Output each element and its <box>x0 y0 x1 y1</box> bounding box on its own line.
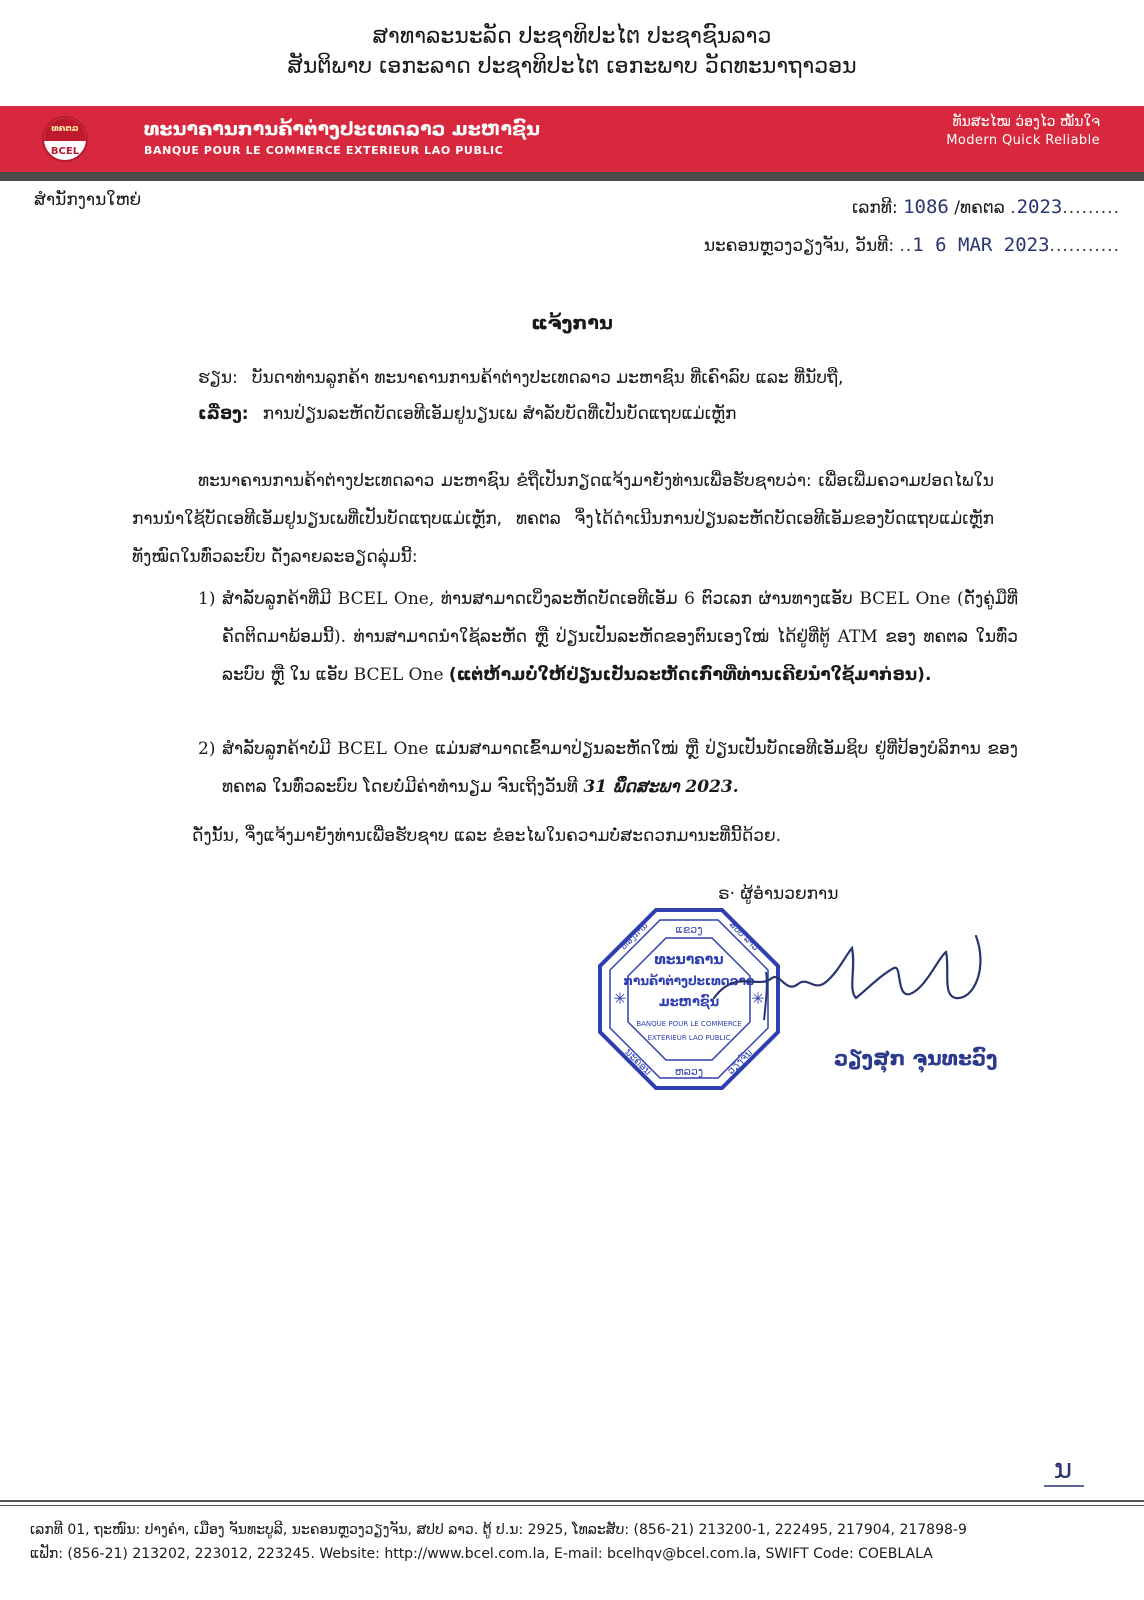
stamp-line1: ທະນາຄານ <box>654 952 724 968</box>
logo-bcel-text: BCEL <box>50 146 80 157</box>
stamp-ring-top: ແຂວງ <box>675 923 703 936</box>
national-motto-line2: ສັນຕິພາບ ເອກະລາດ ປະຊາທິປະໄຕ ເອກະພາບ ວັດທະນາຖາວອນ <box>287 54 857 79</box>
list-item-1-bold: (ແຕ່ຫ້າມບໍ່ໃຫ້ປ່ຽນເປັນລະຫັດເກົ່າທີ່ທ່ານເຄີຍນໍາໃຊ້ມາກ່ອນ). <box>448 665 932 685</box>
list-item-1-text: 1) ສໍາລັບລູກຄ້າທີ່ມີ BCEL One, ທ່ານສາມາດເບິ່ງລະຫັດບັດເອທີເອັມ 6 ຕົວເລກ ຜ່ານທາງແອັບ BCEL One (ດັ່ງຄູ່ມືທີ່ຄັດຕິດມາພ້ອມນີ້). ທ່ານສາມາດນໍາໃຊ້ລະຫັດ ຫຼື ປ່ຽນເປັນລະຫັດຂອງຕົນເອງໃໝ່ ໄດ້ຢູ່ທີ່ຕູ້ ATM ຂອງ ທຄຕລ ໃນທົ່ວລະບົບ ຫຼື ໃນ ແອັບ BCEL One <box>198 589 1018 685</box>
svg-text:✳: ✳ <box>613 989 627 1008</box>
body-paragraph-text: ທະນາຄານການຄ້າຕ່າງປະເທດລາວ ມະຫາຊົນ ຂໍຖືເປັນກຽດແຈ້ງມາຍັງທ່ານເພື່ອຮັບຊາບວ່າ: ເພື່ອເພີ່ມຄວາມປອດໄພໃນການນໍາໃຊ້ບັດເອທີເອັມຢູນຽນເພທີ່ເປັນບັດແຖບແມ່ເຫຼັກ, ທຄຕລ ຈຶ່ງໄດ້ດໍາເນີນການປ່ຽນລະຫັດບັດເອທີເອັມຂອງບັດແຖບແມ່ເຫຼັກທັງໝົດໃນທົ່ວລະບົບ ດັ່ງລາຍລະອຽດລຸ່ມນີ້: <box>132 471 994 567</box>
closing-sentence: ດັ່ງນັ້ນ, ຈຶ່ງແຈ້ງມາຍັງທ່ານເພື່ອຮັບຊາບ ແລະ ຂໍອະໄພໃນຄວາມບໍ່ສະດວກມານະທີ່ນີ້ດ້ວຍ. <box>192 826 782 846</box>
stamp-line3: ມະຫາຊົນ <box>658 995 720 1010</box>
footer-address: ເລກທີ 01, ຖະໜົນ: ປາງຄໍາ, ເມືອງ ຈັນທະບູລີ, ນະຄອນຫຼວງວຽງຈັນ, ສປປ ລາວ. ຕູ້ ປ.ນ: 2925, ໂທລະສັບ: (856-21) 213200-1, 222495, 217904, 217898-9 <box>30 1522 967 1538</box>
footer-contacts: ແຟັກ: (856-21) 213202, 223012, 223245. Website: http://www.bcel.com.la, E-mail: bcelhqv@bcel.com.la, SWIFT Code: COEBLALA <box>30 1546 933 1562</box>
stamp-ring-topleft: ຫ້ອງການ <box>618 920 651 953</box>
office-name: ສໍານັກງານໃຫຍ່ <box>34 190 142 210</box>
page-number-mark <box>1040 1446 1086 1492</box>
stamp-ring-topright: ສປປ ລາວ <box>726 920 760 954</box>
subject-text: ການປ່ຽນລະຫັດບັດເອທີເອັມຢູນຽນເພ ສໍາລັບບັດທີ່ເປັນບັດແຖບແມ່ເຫຼັກ <box>262 404 737 424</box>
list-item-2-deadline: 31 ພຶດສະພາ 2023. <box>583 777 739 797</box>
list-item-2-text: 2) ສໍາລັບລູກຄ້າບໍ່ມີ BCEL One ແມ່ນສາມາດເຂົ້າມາປ່ຽນລະຫັດໃໝ່ ຫຼື ປ່ຽນເປັນບັດເອທີເອັມຊິບ ຢູ່ທີ່ປ້ອງບໍລິການ ຂອງ ທຄຕລ ໃນທົ່ວລະບົບ ໂດຍບໍ່ມີຄ່າທໍານຽມ ຈົນເຖິງວັນທີ <box>198 739 1018 797</box>
document-number-line: ເລກທີ: 1086 /ທຄຕລ .2023......... <box>852 196 1120 218</box>
document-year: 2023 <box>1016 196 1063 218</box>
bank-name-french: BANQUE POUR LE COMMERCE EXTERIEUR LAO PUBLIC <box>144 144 504 157</box>
logo-lao-text: ທຄຕລ <box>51 124 79 134</box>
stamp-ring-right: ວຽງຈັນ <box>725 1047 755 1077</box>
stamp-line5: EXTERIEUR LAO PUBLIC <box>647 1034 731 1042</box>
national-header-line1: ສາທາລະນະລັດ ປະຊາທິປະໄຕ ປະຊາຊົນລາວ <box>372 24 772 49</box>
stamp-line4: BANQUE POUR LE COMMERCE <box>636 1020 742 1028</box>
document-date: 1 6 MAR 2023 <box>912 234 1050 256</box>
signer-name: ວຽງສຸກ ຈຸນທະວົງ <box>834 1046 998 1070</box>
stamp-ring-bottom: ຫລວງ <box>674 1065 704 1078</box>
list-item-1 <box>198 580 1018 694</box>
number-suffix: /ທຄຕລ <box>954 198 1005 218</box>
body-paragraph <box>132 462 994 576</box>
subject-line <box>198 404 736 424</box>
slogan-english: Modern Quick Reliable <box>946 133 1100 148</box>
notice-title: ແຈ້ງການ <box>531 312 613 334</box>
footer-divider-thin <box>0 1505 1144 1506</box>
number-label: ເລກທີ: <box>852 198 898 218</box>
slogan-lao: ທັນສະໄໝ ວ່ອງໄວ ໝັ້ນໃຈ <box>952 114 1100 130</box>
bank-name-lao: ທະນາຄານການຄ້າຕ່າງປະເທດລາວ ມະຫາຊົນ <box>144 118 541 140</box>
document-date-line: ນະຄອນຫຼວງວຽງຈັນ, ວັນທີ: ..1 6 MAR 2023........... <box>703 234 1120 256</box>
svg-text:✳: ✳ <box>751 989 765 1008</box>
recipient-text: ບັນດາທ່ານລູກຄ້າ ທະນາຄານການຄ້າຕ່າງປະເທດລາວ ມະຫາຊົນ ທີ່ເຄົາລົບ ແລະ ທີ່ນັບຖື, <box>251 368 844 388</box>
document-number: 1086 <box>903 196 949 218</box>
recipient-line <box>198 368 843 388</box>
stamp-ring-left: ນະຄອນ <box>622 1046 654 1078</box>
list-item-2 <box>198 730 1018 806</box>
footer-divider <box>0 1500 1144 1502</box>
signatory-title: ຣ· ຜູ້ອໍານວຍການ <box>718 884 839 904</box>
stamp-line2: ການຄ້າຕ່າງປະເທດລາວ <box>623 974 755 988</box>
subject-label: ເລື່ອງ: <box>198 404 249 424</box>
page-mark-text: ນ <box>1053 1452 1073 1485</box>
banner-underline <box>0 172 1144 181</box>
recipient-label: ຮຽນ: <box>198 368 238 388</box>
bcel-logo-icon <box>42 116 88 162</box>
handwritten-signature <box>706 928 996 1028</box>
date-label: ນະຄອນຫຼວງວຽງຈັນ, ວັນທີ: <box>703 236 895 256</box>
